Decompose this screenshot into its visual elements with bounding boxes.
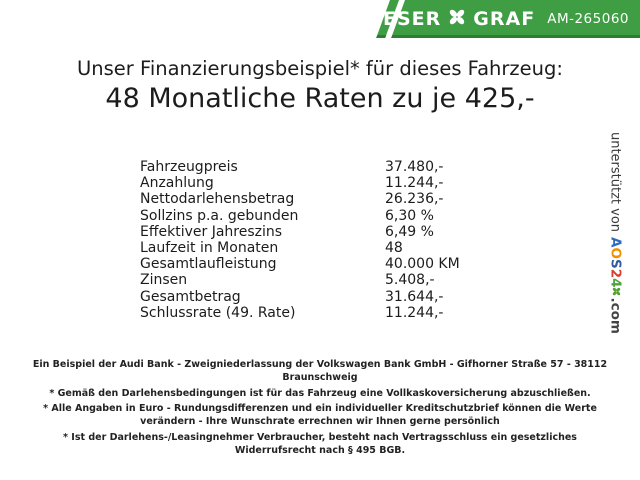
finance-table	[140, 159, 470, 321]
row-label: Schlussrate (49. Rate)	[140, 304, 296, 321]
logo-letter: O	[607, 247, 624, 259]
logo-suffix: .com	[607, 297, 624, 335]
table-row	[140, 224, 470, 240]
row-value: 31.644,-	[385, 288, 444, 305]
logo-letter: 2	[607, 268, 624, 279]
row-value: 11.244,-	[385, 175, 444, 192]
fineprint-line: * Ist der Darlehens-/Leasingnehmer Verbraucher, besteht nach Vertragsschluss ein gesetzliches Widerrufsrecht nach § 495 BGB.	[63, 431, 577, 456]
page-title	[0, 57, 640, 114]
fineprint-line: Ein Beispiel der Audi Bank - Zweigniederlassung der Volkswagen Bank GmbH - Gifhorner Straße 57 - 38112 Braunschweig	[32, 359, 608, 383]
title-headline: 48 Monatliche Raten zu je 425,-	[105, 83, 535, 114]
supported-by-credit	[606, 126, 626, 341]
row-value: 11.244,-	[385, 304, 444, 321]
row-label: Nettodarlehensbetrag	[140, 191, 295, 208]
supported-by-label: unterstützt von	[608, 131, 623, 233]
logo-letter: A	[607, 237, 624, 248]
row-value: 40.000 KM	[385, 256, 460, 273]
table-row	[140, 159, 470, 175]
row-label: Zinsen	[140, 272, 188, 289]
table-row	[140, 256, 470, 272]
table-row	[140, 240, 470, 256]
row-value: 26.236,-	[385, 191, 444, 208]
table-row	[140, 191, 470, 207]
legal-fineprint	[27, 356, 613, 461]
row-label: Laufzeit in Monaten	[140, 240, 279, 257]
brand-name-graf: GRAF	[473, 8, 536, 30]
clover-icon	[447, 7, 467, 31]
row-label: Sollzins p.a. gebunden	[140, 207, 299, 224]
row-label: Anzahlung	[140, 175, 214, 192]
row-value: 37.480,-	[385, 159, 444, 175]
fineprint-line: * Gemäß den Darlehensbedingungen ist für das Fahrzeug eine Vollkaskoversicherung abzuschließen.	[49, 387, 591, 399]
row-value: 6,30 %	[385, 207, 434, 224]
fineprint-line: * Alle Angaben in Euro - Rundungsdifferenzen und ein individueller Kreditschutzbrief können die Werte verändern - Ihre Wunschrate errechnen wir Ihnen gerne persönlich	[43, 403, 597, 428]
clover-icon	[608, 287, 624, 297]
table-row	[140, 305, 470, 321]
logo-letter: 4	[607, 278, 624, 288]
brand-banner	[0, 0, 640, 41]
row-value: 6,49 %	[385, 223, 434, 240]
brand-lockup	[369, 0, 640, 38]
vehicle-ref-number: AM-265060	[547, 11, 629, 27]
aos24-logo	[608, 237, 624, 334]
table-row	[140, 175, 470, 191]
row-label: Gesamtlaufleistung	[140, 256, 277, 273]
table-row	[140, 289, 470, 305]
row-label: Gesamtbetrag	[140, 288, 241, 305]
row-value: 5.408,-	[385, 272, 435, 289]
row-label: Effektiver Jahreszins	[140, 223, 283, 240]
table-row	[140, 208, 470, 224]
table-row	[140, 272, 470, 288]
brand-name-feser: FESER	[369, 8, 442, 30]
logo-letter: S	[607, 258, 624, 269]
row-value: 48	[385, 240, 403, 257]
row-label: Fahrzeugpreis	[140, 159, 238, 175]
title-subline: Unser Finanzierungsbeispiel* für dieses Fahrzeug:	[77, 57, 563, 80]
